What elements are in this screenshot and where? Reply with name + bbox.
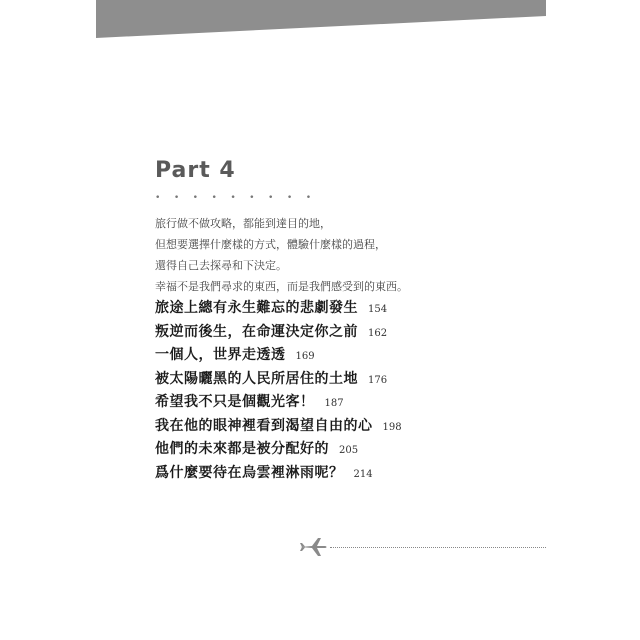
toc-entry-page: 169 <box>295 351 315 362</box>
toc-entry-page: 205 <box>339 445 359 456</box>
left-margin <box>0 0 96 640</box>
flight-path-dotted-line <box>330 547 546 548</box>
toc-entry[interactable] <box>155 344 402 368</box>
toc-entry-title: 被太陽曬黑的人民所居住的土地 <box>155 370 358 387</box>
intro-line: 旅行做不做攻略，都能到達目的地， <box>155 217 331 230</box>
toc-entry[interactable] <box>155 368 402 392</box>
intro-line: 幸福不是我們尋求的東西，而是我們感受到的東西。 <box>155 280 408 293</box>
part-title: Part 4 <box>155 158 236 183</box>
toc-entry-title: 他們的未來都是被分配好的 <box>155 441 329 457</box>
toc-entry[interactable] <box>155 462 402 486</box>
toc-entry-page: 198 <box>382 421 402 433</box>
intro-text <box>155 213 408 297</box>
toc-entry[interactable] <box>155 321 402 345</box>
toc-entry-page: 176 <box>368 374 388 386</box>
table-of-contents <box>155 297 402 485</box>
toc-entry-title: 希望我不只是個觀光客！ <box>155 394 315 410</box>
toc-entry[interactable] <box>155 297 402 321</box>
toc-entry-page: 162 <box>368 327 388 339</box>
intro-line: 還得自己去探尋和下決定。 <box>155 259 287 272</box>
toc-entry-page: 214 <box>353 468 373 480</box>
toc-entry-page: 187 <box>324 398 344 409</box>
title-dots-divider: • • • • • • • • • <box>155 193 316 203</box>
toc-entry-page: 154 <box>368 304 388 315</box>
toc-entry[interactable] <box>155 415 402 439</box>
toc-entry-title: 我在他的眼神裡看到渴望自由的心 <box>155 417 373 434</box>
toc-entry-title: 一個人，世界走透透 <box>155 347 286 363</box>
toc-entry-title: 旅途上總有永生難忘的悲劇發生 <box>155 300 358 316</box>
toc-entry[interactable] <box>155 438 402 462</box>
toc-entry[interactable] <box>155 391 402 415</box>
toc-entry-title: 爲什麼要待在烏雲裡淋雨呢？ <box>155 464 344 481</box>
airplane-icon <box>298 536 328 558</box>
right-margin <box>546 0 640 640</box>
toc-entry-title: 叛逆而後生，在命運決定你之前 <box>155 323 358 340</box>
intro-line: 但想要選擇什麼樣的方式，體驗什麼樣的過程， <box>155 238 386 251</box>
